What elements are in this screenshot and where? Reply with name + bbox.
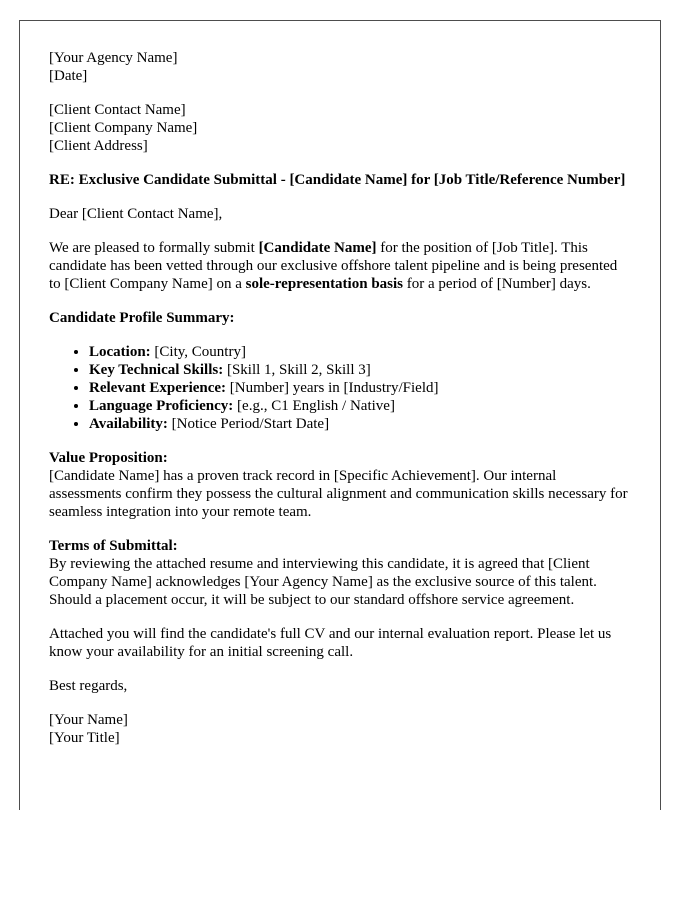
profile-list <box>49 343 631 433</box>
intro-text-3: for a period of [Number] days. <box>403 276 591 292</box>
letter-page <box>19 20 661 810</box>
intro-emphasis: sole-representation basis <box>245 276 404 292</box>
intro-text-2: for the position of [Job Title]. This candidate has been vetted through our exclusive offshore talent pipeline and is being presented to [Client Company Name] on a <box>49 240 618 292</box>
profile-location-label: Location: <box>89 344 151 360</box>
intro-candidate-name: [Candidate Name] <box>258 240 377 256</box>
sender-agency-name: [Your Agency Name] <box>49 50 178 66</box>
profile-availability-label: Availability: <box>89 416 168 432</box>
signature-title: [Your Title] <box>49 730 120 746</box>
letter-date: [Date] <box>49 68 88 84</box>
list-item <box>89 415 631 433</box>
signoff: Best regards, <box>49 678 128 694</box>
list-item <box>89 361 631 379</box>
terms-heading: Terms of Submittal: <box>49 538 178 554</box>
terms-section <box>49 537 631 609</box>
profile-heading: Candidate Profile Summary: <box>49 310 235 326</box>
profile-heading-paragraph <box>49 309 631 327</box>
profile-location-value: [City, Country] <box>150 344 246 360</box>
sender-block <box>49 49 631 85</box>
terms-text: By reviewing the attached resume and interviewing this candidate, it is agreed that [Client Company Name] acknowledges [Your Agency Name] as the exclusive source of this talent. Should a placement occur, it will be subject to our standard offshore service agreement. <box>49 556 597 608</box>
profile-skills-label: Key Technical Skills: <box>89 362 224 378</box>
recipient-block <box>49 101 631 155</box>
profile-availability-value: [Notice Period/Start Date] <box>167 416 330 432</box>
intro-text-1: We are pleased to formally submit <box>49 240 259 256</box>
profile-skills-value: [Skill 1, Skill 2, Skill 3] <box>223 362 371 378</box>
recipient-company-name: [Client Company Name] <box>49 120 198 136</box>
value-proposition-section <box>49 449 631 521</box>
intro-paragraph <box>49 239 631 293</box>
closing-paragraph: Attached you will find the candidate's full CV and our internal evaluation report. Please let us know your availability for an initial screening call. <box>49 626 612 660</box>
value-proposition-text: [Candidate Name] has a proven track record in [Specific Achievement]. Our internal assessments confirm they possess the cultural alignment and communication skills necessary for seamless integration into your remote team. <box>49 468 628 520</box>
recipient-address: [Client Address] <box>49 138 148 154</box>
salutation: Dear [Client Contact Name], <box>49 206 223 222</box>
recipient-contact-name: [Client Contact Name] <box>49 102 186 118</box>
profile-experience-label: Relevant Experience: <box>89 380 227 396</box>
subject-line: RE: Exclusive Candidate Submittal - [Candidate Name] for [Job Title/Reference Number] <box>49 172 626 188</box>
profile-experience-value: [Number] years in [Industry/Field] <box>226 380 439 396</box>
profile-language-label: Language Proficiency: <box>89 398 234 414</box>
value-proposition-heading: Value Proposition: <box>49 450 168 466</box>
list-item <box>89 397 631 415</box>
list-item <box>89 343 631 361</box>
list-item <box>89 379 631 397</box>
signature-name: [Your Name] <box>49 712 128 728</box>
profile-language-value: [e.g., C1 English / Native] <box>233 398 395 414</box>
signature-block <box>49 711 631 747</box>
